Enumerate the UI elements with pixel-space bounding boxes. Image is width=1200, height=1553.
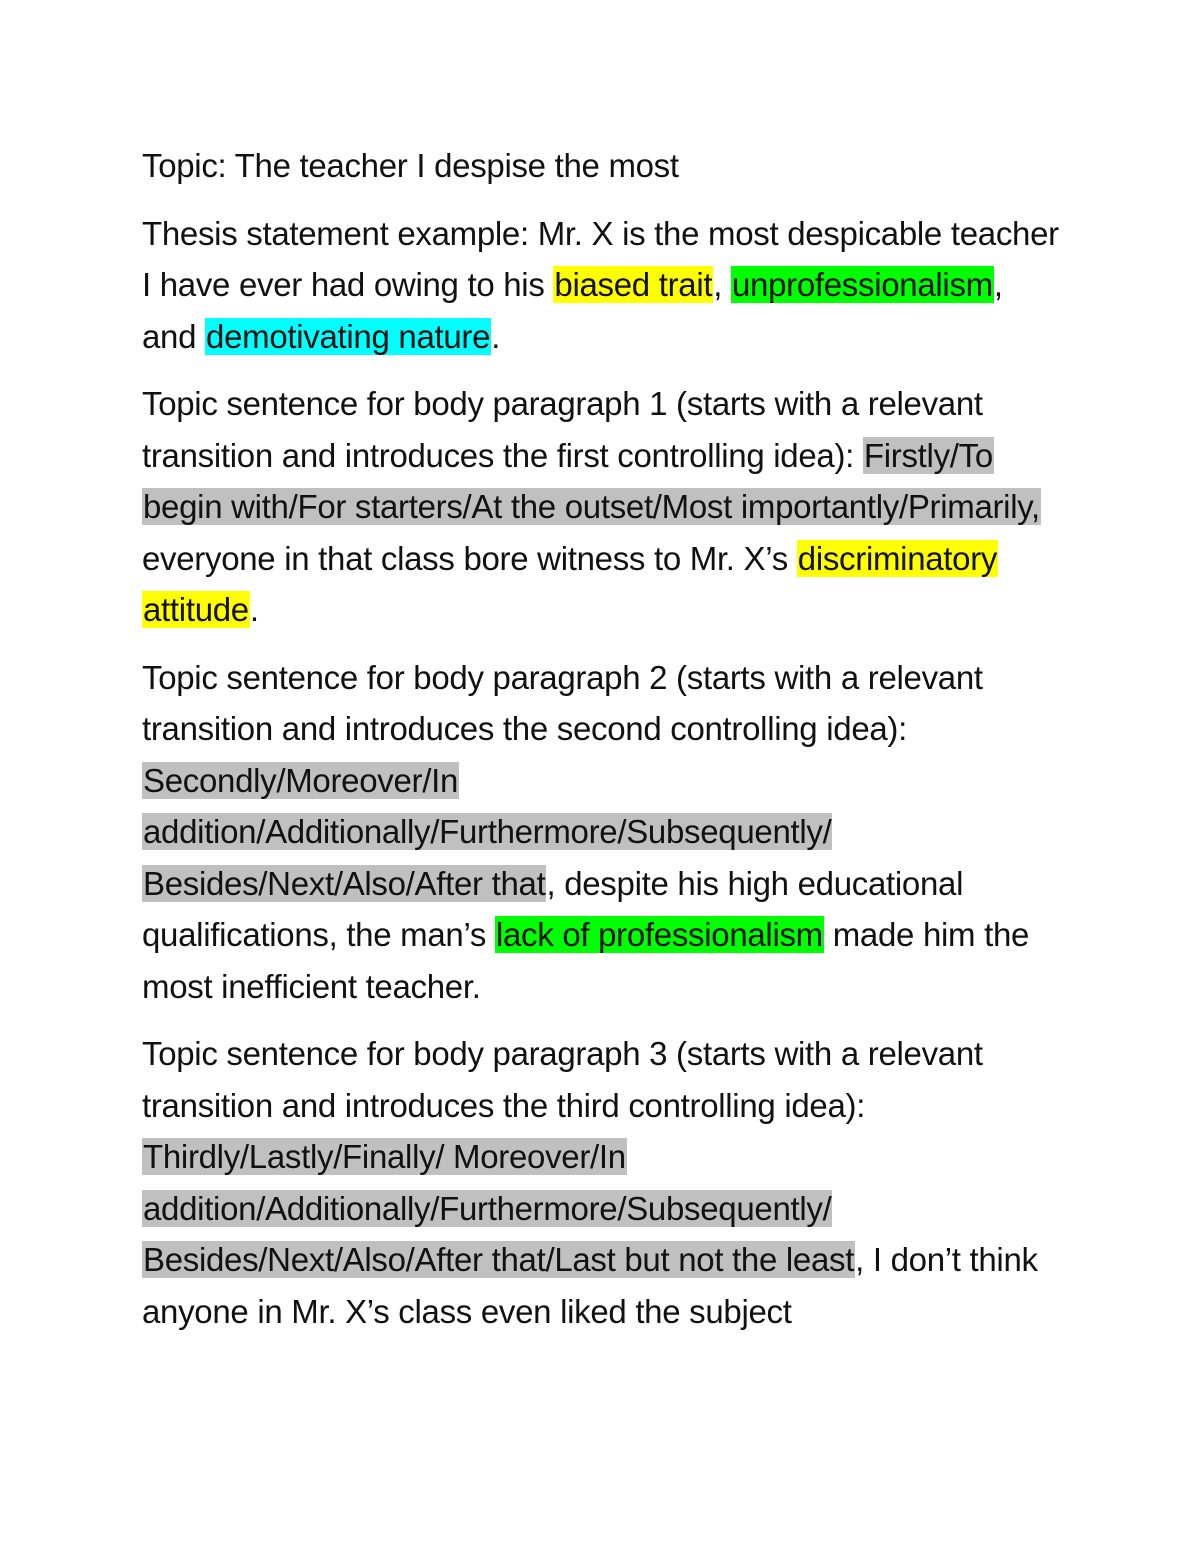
body-paragraph-3-topic-sentence [142,1028,1062,1337]
body-paragraph-1-topic-sentence [142,378,1062,636]
thesis-point-1-highlight: biased trait [554,266,713,303]
body2-end: made him the most inefficient teacher. [142,916,1030,1005]
body-paragraph-2-topic-sentence [142,652,1062,1013]
thesis-sep-1: , [713,266,731,303]
body2-lead: Topic sentence for body paragraph 2 (starts with a relevant transition and introduces the second controlling idea): [142,658,983,747]
thesis-end: . [491,317,501,355]
document-page [142,140,1062,1353]
body3-lead: Topic sentence for body paragraph 3 (starts with a relevant transition and introduces the third controlling idea): [142,1035,983,1124]
thesis-lead: Thesis statement example: Mr. X is the most despicable teacher I have ever had owing to his [142,214,1059,303]
body3-transitions-highlight: Thirdly/Lastly/Finally/ Moreover/In addition/Additionally/Furthermore/Subsequently/ Besides/Next/Also/After that/Last but not the least [143,1138,855,1278]
body2-transitions-highlight: Secondly/Moreover/In addition/Additionally/Furthermore/Subsequently/ Besides/Next/Also/After that [143,761,832,902]
thesis-sep-2: , and [142,266,1003,355]
body1-transitions-highlight: Firstly/To begin with/For starters/At the outset/Most importantly/Primarily, [143,436,1040,525]
topic-text: Topic: The teacher I despise the most [142,147,679,184]
body1-lead: Topic sentence for body paragraph 1 (starts with a relevant transition and introduces the first controlling idea): [142,385,983,474]
thesis-point-2-highlight: unprofessionalism [731,266,993,303]
thesis-statement [142,208,1062,363]
body2-idea-highlight: lack of professionalism [495,916,823,953]
body1-middle: everyone in that class bore witness to Mr. X’s [142,539,797,577]
body1-end: . [249,591,259,628]
topic-line [142,140,1062,192]
thesis-point-3-highlight: demotivating nature [206,317,491,355]
body1-idea-highlight: discriminatory attitude [143,539,998,628]
body2-middle: , despite his high educational qualifications, the man’s [142,864,964,953]
body3-end: , I don’t think anyone in Mr. X’s class even liked the subject [142,1241,1038,1330]
